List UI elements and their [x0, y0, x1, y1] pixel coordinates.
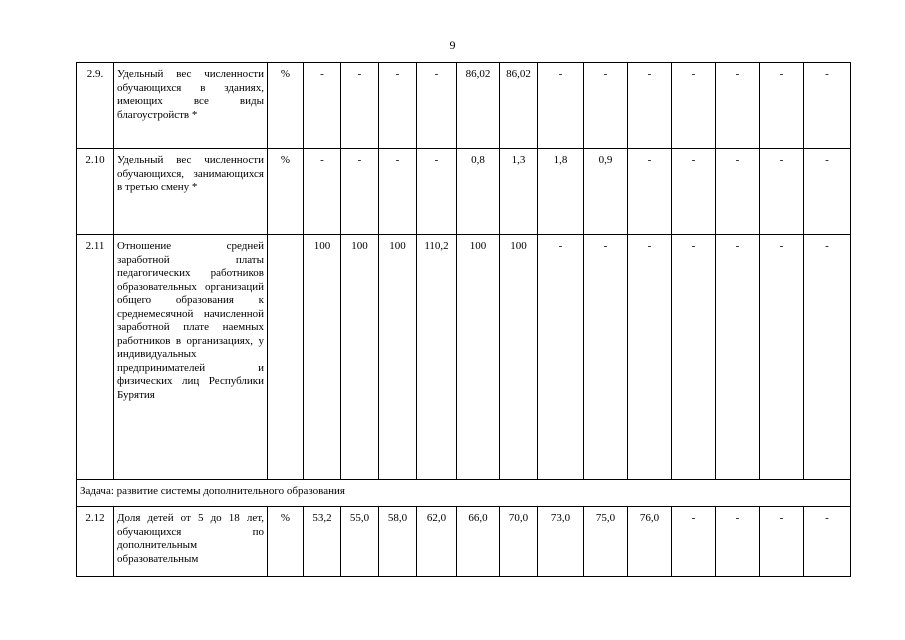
value-cell: 75,0 [584, 507, 628, 577]
table-row [77, 507, 851, 577]
value-cell: 100 [379, 235, 417, 480]
value-cell: 55,0 [341, 507, 379, 577]
value-cell: - [804, 235, 851, 480]
value-cell: - [760, 235, 804, 480]
value-cell: - [804, 149, 851, 235]
value-cell: 1,8 [538, 149, 584, 235]
unit-cell: % [268, 63, 304, 149]
value-cell: - [538, 63, 584, 149]
value-cell: 0,8 [457, 149, 500, 235]
value-cell: - [379, 149, 417, 235]
value-cell: 86,02 [500, 63, 538, 149]
value-cell: - [672, 63, 716, 149]
value-cell: - [628, 63, 672, 149]
value-cell: - [672, 149, 716, 235]
value-cell: 62,0 [417, 507, 457, 577]
value-cell: - [716, 507, 760, 577]
value-cell: - [304, 149, 341, 235]
value-cell: - [628, 235, 672, 480]
value-cell: 86,02 [457, 63, 500, 149]
page-number: 9 [449, 38, 456, 52]
value-cell: - [341, 149, 379, 235]
table-section-row [77, 480, 851, 507]
value-cell: 53,2 [304, 507, 341, 577]
value-cell: 76,0 [628, 507, 672, 577]
value-cell: 73,0 [538, 507, 584, 577]
indicator-name: Удельный вес численности обучающихся, занимающихся в третью смену * [114, 149, 268, 235]
value-cell: 100 [500, 235, 538, 480]
table-row [77, 149, 851, 235]
row-number: 2.12 [77, 507, 114, 577]
value-cell: - [716, 149, 760, 235]
value-cell: - [417, 149, 457, 235]
value-cell: - [716, 63, 760, 149]
value-cell: 100 [457, 235, 500, 480]
value-cell: - [584, 235, 628, 480]
indicator-name: Отношение средней заработной платы педагогических работников образовательных организаций общего образования к среднемесячной начисленной заработной плате наемных работников в организациях, у индивидуальных предпринимателей и физических лиц Республики Бурятия [114, 235, 268, 480]
value-cell: - [584, 63, 628, 149]
row-number: 2.11 [77, 235, 114, 480]
value-cell: - [804, 63, 851, 149]
value-cell: 100 [341, 235, 379, 480]
value-cell: - [672, 235, 716, 480]
row-number: 2.10 [77, 149, 114, 235]
value-cell: - [304, 63, 341, 149]
value-cell: - [417, 63, 457, 149]
value-cell: - [804, 507, 851, 577]
indicators-table [76, 62, 851, 577]
value-cell: - [760, 63, 804, 149]
value-cell: - [760, 507, 804, 577]
value-cell: 0,9 [584, 149, 628, 235]
value-cell: - [672, 507, 716, 577]
indicator-name: Доля детей от 5 до 18 лет, обучающихся по дополнительным образовательным [114, 507, 268, 577]
value-cell: 110,2 [417, 235, 457, 480]
value-cell: 100 [304, 235, 341, 480]
value-cell: - [341, 63, 379, 149]
unit-cell: % [268, 149, 304, 235]
row-number: 2.9. [77, 63, 114, 149]
value-cell: 66,0 [457, 507, 500, 577]
table-row [77, 235, 851, 480]
task-heading: Задача: развитие системы дополнительного образования [77, 480, 851, 507]
value-cell: 58,0 [379, 507, 417, 577]
value-cell: - [538, 235, 584, 480]
value-cell: 1,3 [500, 149, 538, 235]
table-row [77, 63, 851, 149]
value-cell: 70,0 [500, 507, 538, 577]
unit-cell [268, 235, 304, 480]
indicator-name: Удельный вес численности обучающихся в зданиях, имеющих все виды благоустройств * [114, 63, 268, 149]
value-cell: - [379, 63, 417, 149]
value-cell: - [628, 149, 672, 235]
value-cell: - [716, 235, 760, 480]
unit-cell: % [268, 507, 304, 577]
value-cell: - [760, 149, 804, 235]
